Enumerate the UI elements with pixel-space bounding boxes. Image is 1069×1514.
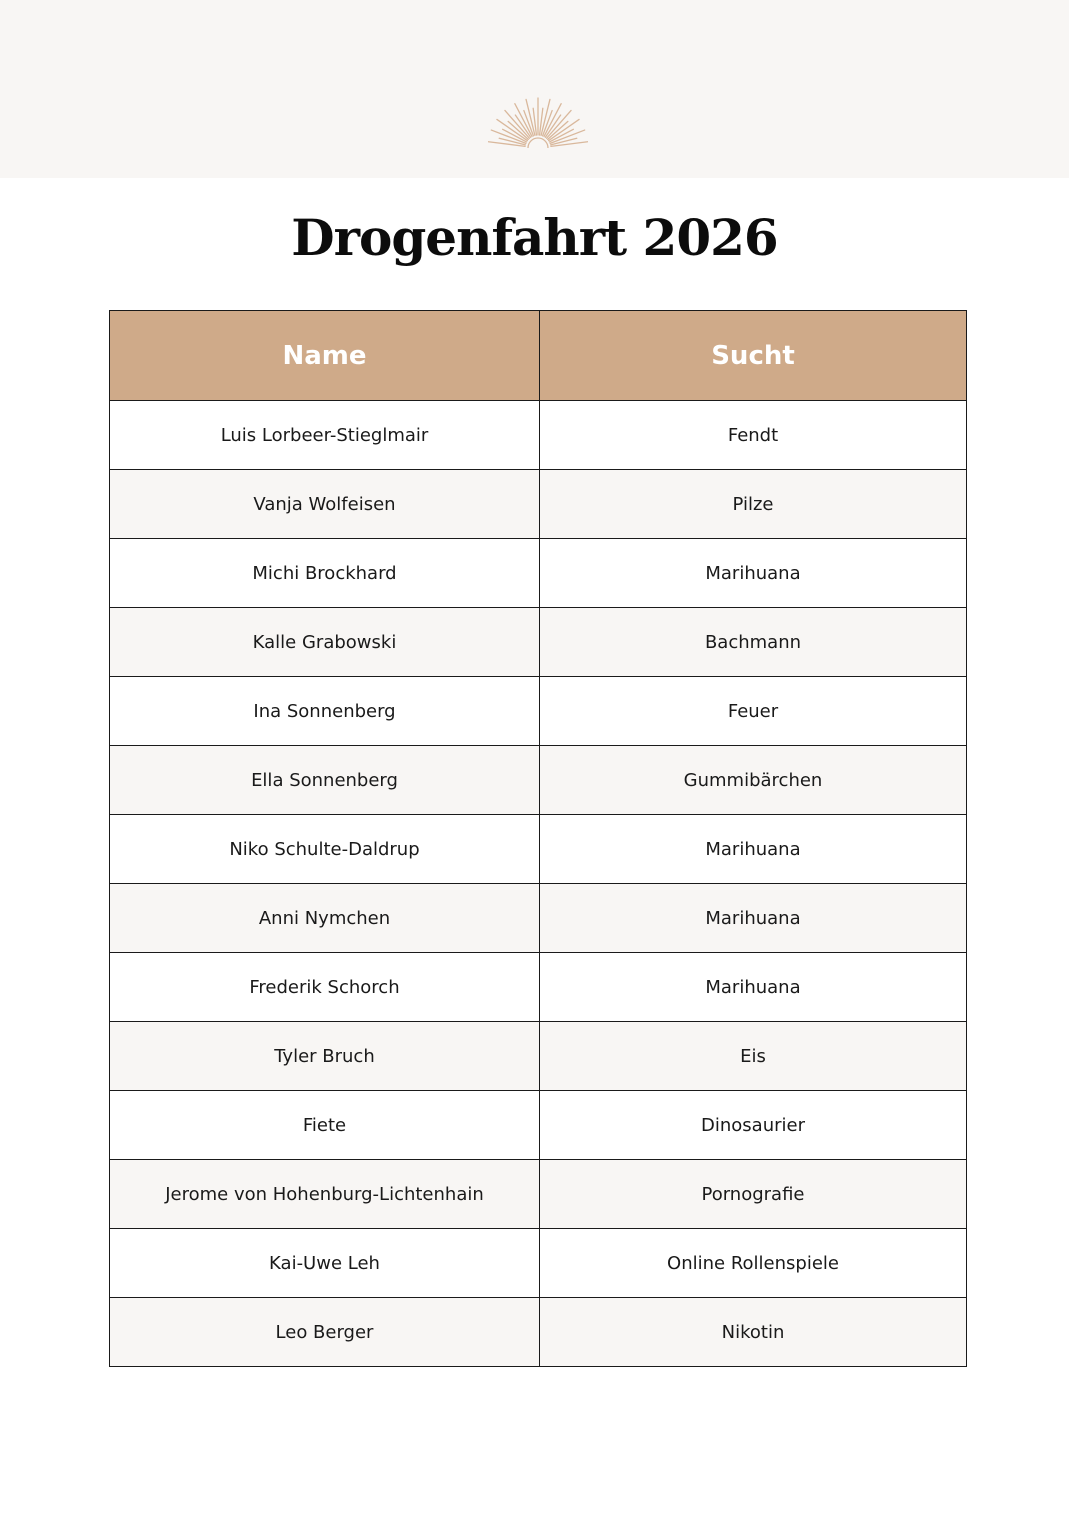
name-cell: Vanja Wolfeisen [110, 470, 540, 539]
name-cell: Luis Lorbeer-Stieglmair [110, 401, 540, 470]
table-row [110, 1229, 967, 1298]
name-cell: Anni Nymchen [110, 884, 540, 953]
sunburst-ray [541, 99, 550, 135]
name-cell: Jerome von Hohenburg-Lichtenhain [110, 1160, 540, 1229]
sucht-cell: Eis [540, 1022, 967, 1091]
name-cell: Ina Sonnenberg [110, 677, 540, 746]
page-title: Drogenfahrt 2026 [291, 208, 778, 267]
table-row [110, 815, 967, 884]
table-row [110, 1298, 967, 1367]
sucht-cell: Nikotin [540, 1298, 967, 1367]
table-header-row [110, 311, 967, 401]
sucht-cell: Gummibärchen [540, 746, 967, 815]
sucht-cell: Pilze [540, 470, 967, 539]
table-row [110, 470, 967, 539]
header-band [0, 0, 1069, 178]
table-row [110, 884, 967, 953]
table-row [110, 953, 967, 1022]
sucht-cell: Dinosaurier [540, 1091, 967, 1160]
sucht-cell: Marihuana [540, 953, 967, 1022]
table-row [110, 1022, 967, 1091]
name-cell: Kalle Grabowski [110, 608, 540, 677]
sucht-cell: Marihuana [540, 539, 967, 608]
name-cell: Tyler Bruch [110, 1022, 540, 1091]
table-row [110, 746, 967, 815]
name-cell: Frederik Schorch [110, 953, 540, 1022]
table-row [110, 677, 967, 746]
sunburst-ray [488, 142, 525, 147]
name-cell: Kai-Uwe Leh [110, 1229, 540, 1298]
name-cell: Michi Brockhard [110, 539, 540, 608]
sunburst-icon [488, 96, 588, 150]
sucht-cell: Pornografie [540, 1160, 967, 1229]
sucht-cell: Bachmann [540, 608, 967, 677]
sucht-cell: Marihuana [540, 884, 967, 953]
name-cell: Ella Sonnenberg [110, 746, 540, 815]
column-header-sucht: Sucht [540, 311, 967, 401]
sunburst-ray [526, 99, 535, 135]
name-cell: Leo Berger [110, 1298, 540, 1367]
sucht-cell: Marihuana [540, 815, 967, 884]
table-row [110, 401, 967, 470]
table-row [110, 1091, 967, 1160]
table-row [110, 539, 967, 608]
table-row [110, 1160, 967, 1229]
sucht-cell: Feuer [540, 677, 967, 746]
sucht-cell: Online Rollenspiele [540, 1229, 967, 1298]
name-cell: Fiete [110, 1091, 540, 1160]
name-cell: Niko Schulte-Daldrup [110, 815, 540, 884]
sucht-cell: Fendt [540, 401, 967, 470]
column-header-name: Name [110, 311, 540, 401]
table-row [110, 608, 967, 677]
sunburst-ray [551, 142, 588, 147]
roster-table [109, 310, 967, 1367]
